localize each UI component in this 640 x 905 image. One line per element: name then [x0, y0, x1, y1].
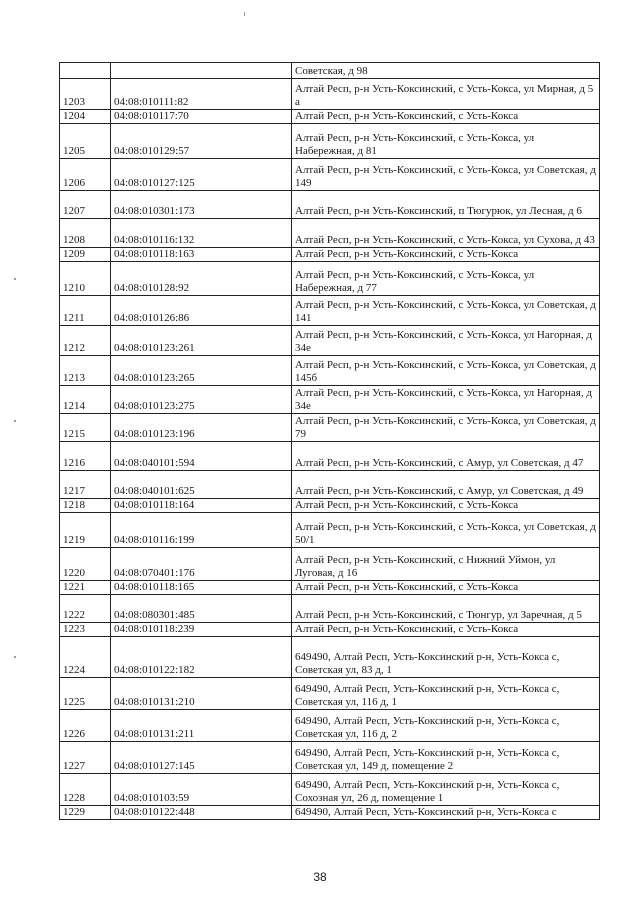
registry-sheet [59, 62, 600, 820]
address-cell [292, 124, 600, 159]
scan-speck [244, 12, 245, 16]
cadastral-number-cell: 04:08:010127:145 [111, 742, 292, 774]
row-number-cell: 1220 [60, 548, 111, 581]
address-cell [292, 595, 600, 623]
address-cell [292, 581, 600, 595]
row-number-cell: 1227 [60, 742, 111, 774]
address-cell [292, 326, 600, 356]
table-row [60, 806, 600, 820]
cadastral-number-cell: 04:08:010126:86 [111, 296, 292, 326]
table-row [60, 623, 600, 637]
cadastral-number-cell: 04:08:010118:164 [111, 499, 292, 513]
table-row [60, 63, 600, 79]
row-number-cell: 1226 [60, 710, 111, 742]
row-number-cell: 1210 [60, 262, 111, 296]
cadastral-number-cell: 04:08:010123:261 [111, 326, 292, 356]
cadastral-number-cell: 04:08:070401:176 [111, 548, 292, 581]
address-cell [292, 623, 600, 637]
cadastral-number-cell: 04:08:010103:59 [111, 774, 292, 806]
address-text: Алтай Респ, р-н Усть-Коксинский, с Усть-Кокса [295, 623, 519, 635]
address-text: Алтай Респ, р-н Усть-Коксинский, с Усть-Кокса, ул Советская, д 145б [295, 359, 596, 384]
table-row [60, 595, 600, 623]
row-number-cell: 1211 [60, 296, 111, 326]
address-text: Алтай Респ, р-н Усть-Коксинский, с Усть-Кокса, ул Нагорная, д 34е [295, 329, 592, 354]
row-number-cell: 1219 [60, 513, 111, 548]
cadastral-number-cell: 04:08:010123:196 [111, 414, 292, 442]
cadastral-number-cell: 04:08:010123:275 [111, 386, 292, 414]
address-text: Алтай Респ, р-н Усть-Коксинский, с Усть-Кокса, ул Советская, д 79 [295, 415, 596, 440]
address-text: 649490, Алтай Респ, Усть-Коксинский р-н, Усть-Кокса с, Советская ул, 116 д, 1 [295, 683, 560, 708]
table-row [60, 386, 600, 414]
row-number-cell: 1222 [60, 595, 111, 623]
table-row [60, 774, 600, 806]
address-text: Алтай Респ, р-н Усть-Коксинский, с Усть-Кокса [295, 581, 519, 593]
address-cell [292, 499, 600, 513]
address-cell [292, 110, 600, 124]
registry-table [59, 62, 600, 820]
cadastral-number-cell: 04:08:010118:165 [111, 581, 292, 595]
table-row [60, 124, 600, 159]
cadastral-number-cell: 04:08:010301:173 [111, 191, 292, 219]
address-text: 649490, Алтай Респ, Усть-Коксинский р-н, Усть-Кокса с, Советская ул, 116 д, 2 [295, 715, 560, 740]
address-cell [292, 356, 600, 386]
address-text: 649490, Алтай Респ, Усть-Коксинский р-н, Усть-Кокса с [295, 806, 557, 818]
cadastral-number-cell: 04:08:040101:594 [111, 442, 292, 471]
cadastral-number-cell: 04:08:010123:265 [111, 356, 292, 386]
cadastral-number-cell: 04:08:010122:448 [111, 806, 292, 820]
cadastral-number-cell: 04:08:010128:92 [111, 262, 292, 296]
address-text: Алтай Респ, р-н Усть-Коксинский, с Усть-Кокса [295, 248, 519, 260]
cadastral-number-cell: 04:08:040101:625 [111, 471, 292, 499]
address-text: Алтай Респ, р-н Усть-Коксинский, п Тюгурюк, ул Лесная, д 6 [295, 205, 582, 217]
address-text: 649490, Алтай Респ, Усть-Коксинский р-н, Усть-Кокса с, Советская ул, 83 д, 1 [295, 651, 560, 676]
row-number-cell: 1209 [60, 248, 111, 262]
table-row [60, 678, 600, 710]
table-row [60, 442, 600, 471]
page-number: 38 [313, 870, 327, 884]
table-row [60, 710, 600, 742]
table-row [60, 159, 600, 191]
row-number-cell: 1217 [60, 471, 111, 499]
cadastral-number-cell: 04:08:010116:199 [111, 513, 292, 548]
row-number-cell: 1228 [60, 774, 111, 806]
address-text: Алтай Респ, р-н Усть-Коксинский, с Усть-Кокса, ул Нагорная, д 34е [295, 387, 592, 412]
address-cell [292, 191, 600, 219]
address-cell [292, 262, 600, 296]
cadastral-number-cell: 04:08:010127:125 [111, 159, 292, 191]
row-number-cell: 1204 [60, 110, 111, 124]
table-row [60, 191, 600, 219]
address-cell [292, 296, 600, 326]
address-text: Алтай Респ, р-н Усть-Коксинский, с Усть-Кокса, ул Набережная, д 81 [295, 132, 535, 157]
registry-body [60, 63, 600, 820]
cadastral-number-cell: 04:08:010111:82 [111, 79, 292, 110]
row-number-cell: 1206 [60, 159, 111, 191]
address-cell [292, 742, 600, 774]
address-cell [292, 637, 600, 678]
cadastral-number-cell: 04:08:010116:132 [111, 219, 292, 248]
address-text: Алтай Респ, р-н Усть-Коксинский, с Усть-Кокса [295, 499, 519, 511]
row-number-cell: 1203 [60, 79, 111, 110]
table-row [60, 742, 600, 774]
row-number-cell: 1216 [60, 442, 111, 471]
address-cell [292, 63, 600, 79]
address-text: Алтай Респ, р-н Усть-Коксинский, с Усть-Кокса, ул Мирная, д 5 а [295, 83, 594, 108]
cadastral-number-cell: 04:08:010117:70 [111, 110, 292, 124]
row-number-cell: 1225 [60, 678, 111, 710]
table-row [60, 296, 600, 326]
row-number-cell: 1221 [60, 581, 111, 595]
row-number-cell: 1218 [60, 499, 111, 513]
cadastral-number-cell: 04:08:010118:239 [111, 623, 292, 637]
address-cell [292, 442, 600, 471]
address-text: Алтай Респ, р-н Усть-Коксинский, с Усть-Кокса, ул Советская, д 141 [295, 299, 596, 324]
row-number-cell: 1214 [60, 386, 111, 414]
address-cell [292, 79, 600, 110]
table-row [60, 356, 600, 386]
row-number-cell: 1205 [60, 124, 111, 159]
address-cell [292, 806, 600, 820]
table-row [60, 79, 600, 110]
address-cell [292, 414, 600, 442]
address-text: Алтай Респ, р-н Усть-Коксинский, с Усть-Кокса, ул Сухова, д 43 [295, 234, 595, 246]
address-cell [292, 774, 600, 806]
address-text: Алтай Респ, р-н Усть-Коксинский, с Нижний Уймон, ул Луговая, д 16 [295, 554, 556, 579]
address-text: Алтай Респ, р-н Усть-Коксинский, с Усть-Кокса, ул Набережная, д 77 [295, 269, 535, 294]
row-number-cell: 1208 [60, 219, 111, 248]
address-text: Алтай Респ, р-н Усть-Коксинский, с Амур, ул Советская, д 47 [295, 457, 584, 469]
address-text: Советская, д 98 [295, 65, 368, 77]
cadastral-number-cell: 04:08:080301:485 [111, 595, 292, 623]
address-text: Алтай Респ, р-н Усть-Коксинский, с Усть-Кокса, ул Советская, д 149 [295, 164, 596, 189]
cadastral-number-cell: 04:08:010129:57 [111, 124, 292, 159]
row-number-cell: 1207 [60, 191, 111, 219]
address-text: 649490, Алтай Респ, Усть-Коксинский р-н, Усть-Кокса с, Сохозная ул, 26 д, помещение 1 [295, 779, 560, 804]
address-text: Алтай Респ, р-н Усть-Коксинский, с Амур, ул Советская, д 49 [295, 485, 584, 497]
table-row [60, 471, 600, 499]
table-row [60, 219, 600, 248]
address-cell [292, 248, 600, 262]
scan-speck [14, 656, 16, 658]
address-cell [292, 159, 600, 191]
address-cell [292, 513, 600, 548]
scan-speck [14, 278, 16, 280]
table-row [60, 248, 600, 262]
table-row [60, 110, 600, 124]
address-text: Алтай Респ, р-н Усть-Коксинский, с Усть-Кокса [295, 110, 519, 122]
cadastral-number-cell: 04:08:010122:182 [111, 637, 292, 678]
cadastral-number-cell: 04:08:010131:211 [111, 710, 292, 742]
cadastral-number-cell: 04:08:010131:210 [111, 678, 292, 710]
row-number-cell: 1213 [60, 356, 111, 386]
row-number-cell: 1212 [60, 326, 111, 356]
cadastral-number-cell [111, 63, 292, 79]
row-number-cell: 1229 [60, 806, 111, 820]
address-cell [292, 386, 600, 414]
table-row [60, 499, 600, 513]
scan-speck [14, 420, 16, 422]
address-text: 649490, Алтай Респ, Усть-Коксинский р-н, Усть-Кокса с, Советская ул, 149 д, помещение 2 [295, 747, 560, 772]
address-text: Алтай Респ, р-н Усть-Коксинский, с Тюнгур, ул Заречная, д 5 [295, 609, 582, 621]
address-cell [292, 471, 600, 499]
address-cell [292, 678, 600, 710]
address-cell [292, 548, 600, 581]
table-row [60, 548, 600, 581]
address-text: Алтай Респ, р-н Усть-Коксинский, с Усть-Кокса, ул Советская, д 50/1 [295, 521, 596, 546]
row-number-cell: 1223 [60, 623, 111, 637]
row-number-cell: 1224 [60, 637, 111, 678]
table-row [60, 581, 600, 595]
table-row [60, 262, 600, 296]
row-number-cell [60, 63, 111, 79]
table-row [60, 326, 600, 356]
cadastral-number-cell: 04:08:010118:163 [111, 248, 292, 262]
table-row [60, 637, 600, 678]
address-cell [292, 219, 600, 248]
address-cell [292, 710, 600, 742]
row-number-cell: 1215 [60, 414, 111, 442]
table-row [60, 513, 600, 548]
table-row [60, 414, 600, 442]
